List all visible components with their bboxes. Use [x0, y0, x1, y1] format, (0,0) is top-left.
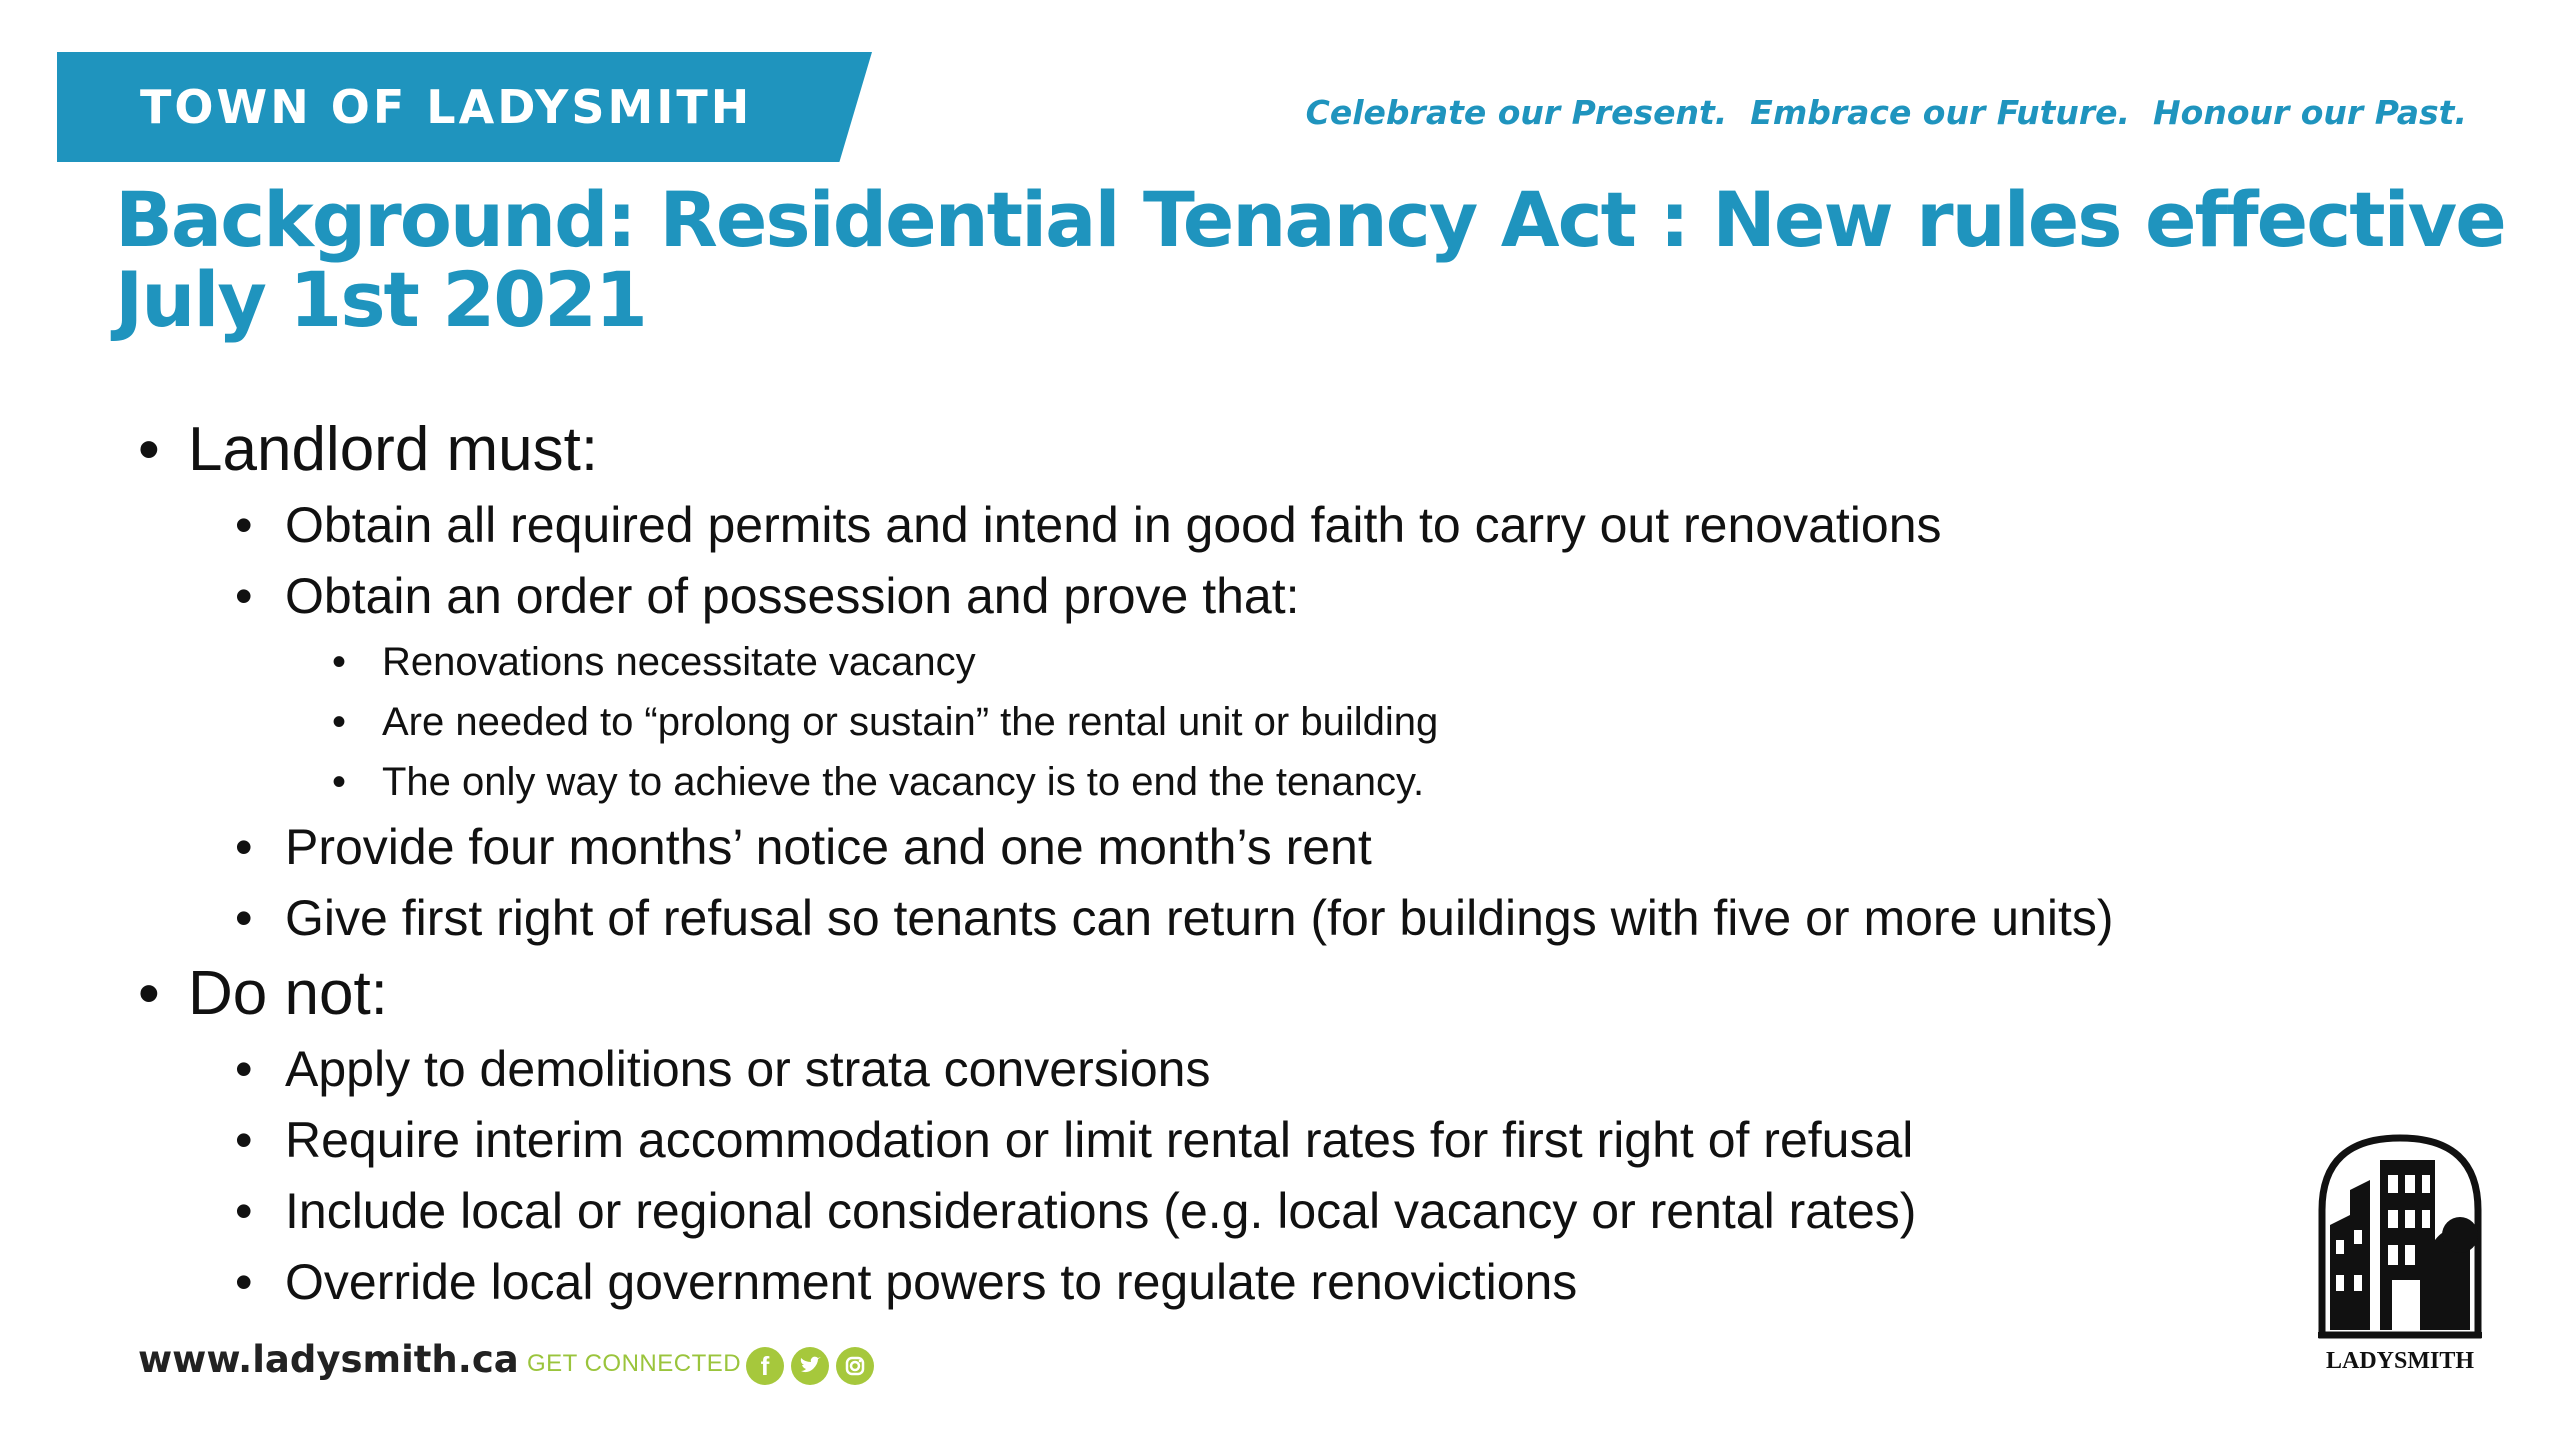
slide-title: Background: Residential Tenancy Act : New rules effective July 1st 2021 — [115, 175, 2505, 344]
bullet-list — [138, 410, 2338, 1318]
bullet-item — [235, 883, 2338, 954]
instagram-icon[interactable] — [836, 1347, 874, 1385]
bullet-text: Are needed to “prolong or sustain” the rental unit or building — [382, 700, 1439, 744]
bullet-item — [235, 490, 2338, 561]
bullet-icon: • — [235, 1254, 253, 1310]
bullet-subitem — [332, 692, 2338, 752]
logo-wordmark: LADYSMITH — [2325, 1348, 2475, 1374]
bullet-icon: • — [235, 890, 253, 946]
bullet-text: Override local government powers to regulate renovictions — [285, 1254, 1578, 1310]
bullet-landlord-heading — [138, 410, 2338, 490]
bullet-item — [235, 1034, 2338, 1105]
bullet-item — [235, 1105, 2338, 1176]
bullet-icon: • — [332, 640, 347, 684]
bullet-item — [235, 1176, 2338, 1247]
bullet-subitem — [332, 752, 2338, 812]
bullet-text: Renovations necessitate vacancy — [382, 640, 976, 684]
bullet-icon: • — [235, 1183, 253, 1239]
bullet-icon: • — [332, 700, 347, 744]
bullet-icon: • — [235, 819, 253, 875]
bullet-icon: • — [235, 568, 253, 624]
tagline: Celebrate our Present. Embrace our Future. Honour our Past. — [1305, 93, 2467, 132]
bullet-text: Provide four months’ notice and one month’s rent — [285, 819, 1372, 875]
bullet-text: Do not: — [188, 959, 388, 1028]
bullet-text: Give first right of refusal so tenants can return (for buildings with five or more units) — [285, 890, 2114, 946]
bullet-item — [235, 812, 2338, 883]
bullet-icon: • — [138, 959, 160, 1028]
bullet-icon: • — [235, 1041, 253, 1097]
banner-title: TOWN OF LADYSMITH — [140, 80, 753, 134]
bullet-icon: • — [235, 1112, 253, 1168]
bullet-text: Obtain an order of possession and prove that: — [285, 568, 1300, 624]
bullet-subitem — [332, 632, 2338, 692]
twitter-icon[interactable] — [791, 1347, 829, 1385]
facebook-icon[interactable]: f — [746, 1347, 784, 1385]
bullet-text: Include local or regional considerations (e.g. local vacancy or rental rates) — [285, 1183, 1917, 1239]
ladysmith-logo — [2310, 1130, 2490, 1380]
get-connected-label: GET CONNECTED — [527, 1350, 742, 1377]
bullet-text: Obtain all required permits and intend in good faith to carry out renovations — [285, 497, 1942, 553]
bullet-text: Apply to demolitions or strata conversions — [285, 1041, 1211, 1097]
website-link[interactable]: www.ladysmith.ca — [138, 1338, 519, 1381]
bullet-donot-heading — [138, 954, 2338, 1034]
bullet-icon: • — [138, 415, 160, 484]
bullet-text: Require interim accommodation or limit rental rates for first right of refusal — [285, 1112, 1914, 1168]
bullet-item — [235, 1247, 2338, 1318]
bullet-text: Landlord must: — [188, 415, 599, 484]
bullet-icon: • — [332, 760, 347, 804]
bullet-text: The only way to achieve the vacancy is to end the tenancy. — [382, 760, 1425, 804]
bullet-icon: • — [235, 497, 253, 553]
bullet-item — [235, 561, 2338, 632]
